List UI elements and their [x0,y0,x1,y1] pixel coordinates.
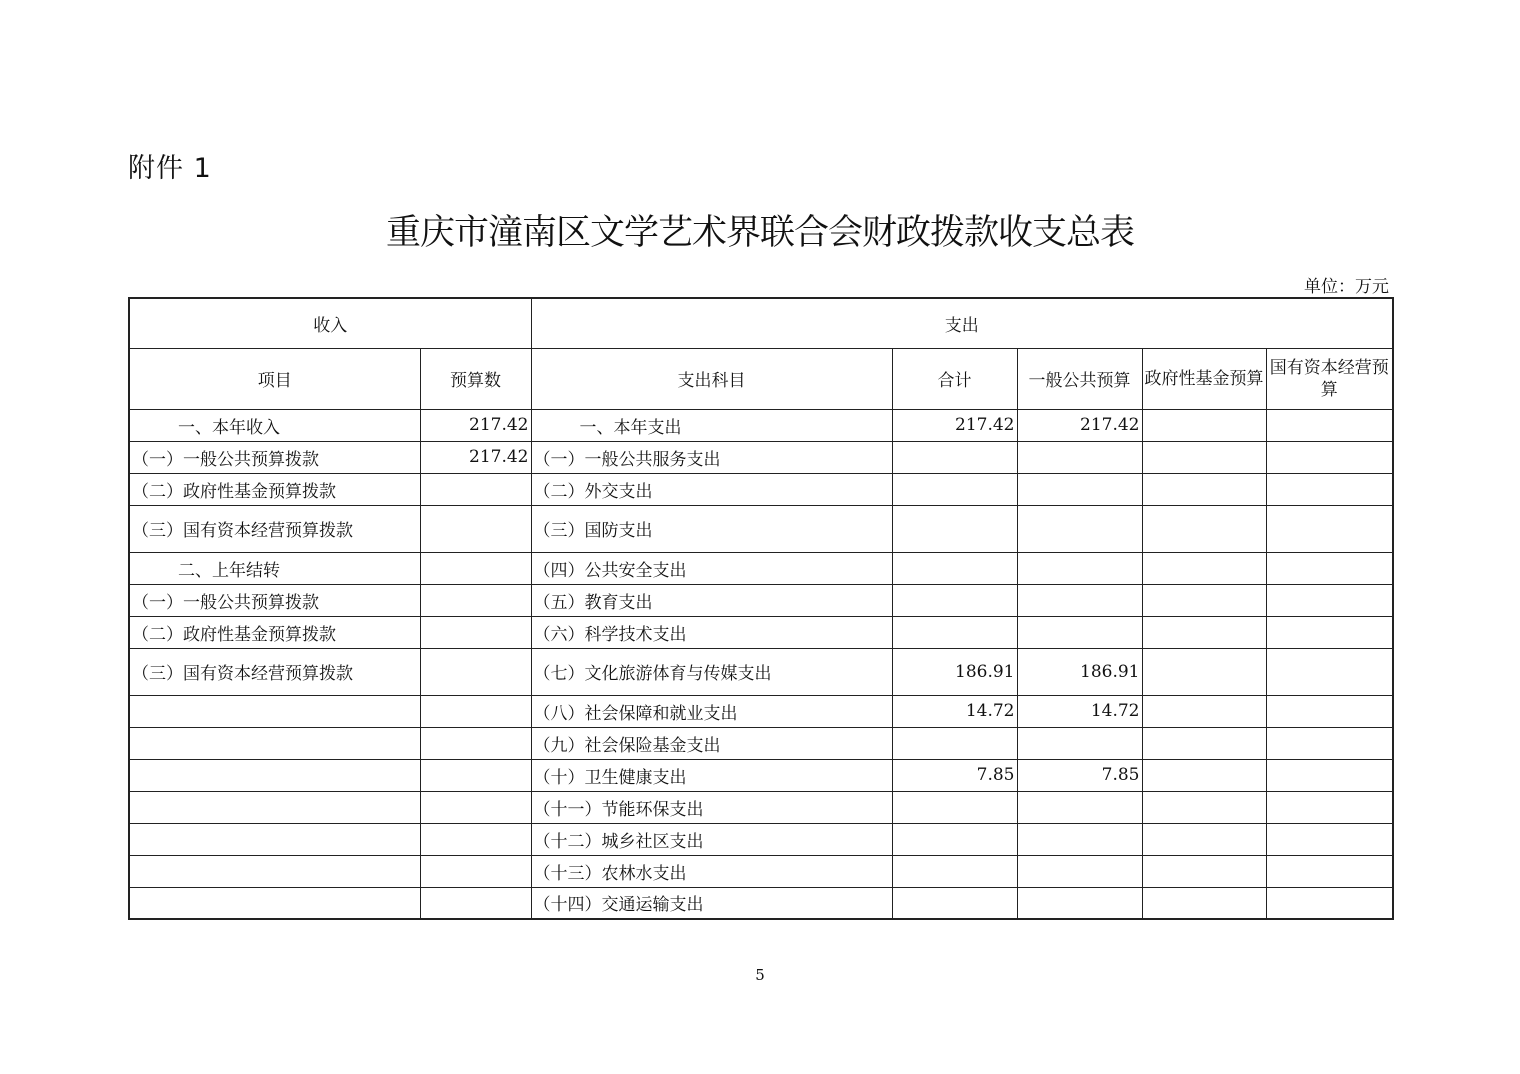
income-item-cell: 二、上年结转 [129,552,420,584]
unit-label: 单位：万元 [1304,277,1389,297]
expense-general-cell [1017,505,1142,552]
expense-gov-fund-cell [1142,791,1266,823]
budget-header: 预算数 [420,348,531,409]
expense-gov-fund-cell [1142,505,1266,552]
income-item-cell [129,727,420,759]
expense-gov-fund-cell [1142,855,1266,887]
expense-general-cell [1017,584,1142,616]
expense-gov-fund-cell [1142,409,1266,441]
expense-state-capital-cell [1266,616,1393,648]
expense-subject-cell: （十三）农林水支出 [531,855,892,887]
income-budget-cell [420,823,531,855]
expense-gov-fund-cell [1142,584,1266,616]
income-budget-cell [420,727,531,759]
table-row [129,791,1393,823]
expense-general-cell: 186.91 [1017,648,1142,695]
expense-general-cell: 14.72 [1017,695,1142,727]
expense-general-cell [1017,855,1142,887]
income-budget-cell [420,473,531,505]
general-budget-header: 一般公共预算 [1017,348,1142,409]
expense-gov-fund-cell [1142,695,1266,727]
expense-subject-cell: （十四）交通运输支出 [531,887,892,919]
expense-total-cell [892,473,1017,505]
expense-gov-fund-cell [1142,552,1266,584]
budget-table [128,297,1394,920]
income-item-cell: （一）一般公共预算拨款 [129,584,420,616]
expense-state-capital-cell [1266,473,1393,505]
expense-general-cell [1017,473,1142,505]
income-budget-cell [420,791,531,823]
expense-total-cell [892,887,1017,919]
expense-subject-cell: （四）公共安全支出 [531,552,892,584]
income-budget-cell [420,648,531,695]
expense-subject-cell: （十一）节能环保支出 [531,791,892,823]
expense-total-cell [892,441,1017,473]
expense-state-capital-cell [1266,552,1393,584]
table-row [129,409,1393,441]
document-title: 重庆市潼南区文学艺术界联合会财政拨款收支总表 [385,213,1134,253]
income-item-cell [129,855,420,887]
expense-total-cell: 217.42 [892,409,1017,441]
page-number: 5 [755,966,765,984]
income-budget-cell [420,552,531,584]
expense-subject-cell: （七）文化旅游体育与传媒支出 [531,648,892,695]
expense-total-cell: 14.72 [892,695,1017,727]
item-header: 项目 [129,348,420,409]
expense-gov-fund-cell [1142,616,1266,648]
expense-gov-fund-cell [1142,441,1266,473]
income-budget-cell [420,759,531,791]
income-item-cell [129,759,420,791]
expense-state-capital-cell [1266,695,1393,727]
expense-general-cell: 7.85 [1017,759,1142,791]
expense-state-capital-cell [1266,441,1393,473]
table-row [129,823,1393,855]
expense-state-capital-cell [1266,887,1393,919]
header-row-group [129,298,1393,348]
table-row [129,552,1393,584]
expense-general-cell [1017,887,1142,919]
income-item-cell: 一、本年收入 [129,409,420,441]
income-budget-cell [420,584,531,616]
expense-gov-fund-cell [1142,823,1266,855]
expense-subject-cell: （十）卫生健康支出 [531,759,892,791]
expense-subject-header: 支出科目 [531,348,892,409]
table-row [129,855,1393,887]
expense-state-capital-cell [1266,727,1393,759]
expense-subject-cell: （五）教育支出 [531,584,892,616]
expense-gov-fund-cell [1142,648,1266,695]
expense-subject-cell: （十二）城乡社区支出 [531,823,892,855]
income-budget-cell: 217.42 [420,441,531,473]
total-header: 合计 [892,348,1017,409]
expense-gov-fund-cell [1142,759,1266,791]
state-capital-budget-header: 国有资本经营预算 [1266,348,1393,409]
expense-total-cell [892,823,1017,855]
expense-general-cell [1017,791,1142,823]
income-item-cell [129,887,420,919]
income-item-cell: （二）政府性基金预算拨款 [129,473,420,505]
expense-total-cell: 7.85 [892,759,1017,791]
expense-general-cell: 217.42 [1017,409,1142,441]
expense-state-capital-cell [1266,648,1393,695]
expense-subject-cell: （六）科学技术支出 [531,616,892,648]
expense-subject-cell: 一、本年支出 [531,409,892,441]
expense-total-cell [892,791,1017,823]
expense-gov-fund-cell [1142,727,1266,759]
expense-header: 支出 [531,298,1393,348]
expense-state-capital-cell [1266,823,1393,855]
table-row [129,616,1393,648]
table-row [129,584,1393,616]
expense-state-capital-cell [1266,409,1393,441]
income-header: 收入 [129,298,531,348]
income-item-cell [129,823,420,855]
income-item-cell: （三）国有资本经营预算拨款 [129,505,420,552]
expense-general-cell [1017,552,1142,584]
expense-general-cell [1017,727,1142,759]
expense-total-cell [892,855,1017,887]
expense-total-cell [892,727,1017,759]
income-budget-cell [420,505,531,552]
table-row [129,505,1393,552]
table-row [129,759,1393,791]
expense-general-cell [1017,441,1142,473]
income-budget-cell [420,616,531,648]
expense-subject-cell: （九）社会保险基金支出 [531,727,892,759]
expense-gov-fund-cell [1142,473,1266,505]
income-item-cell: （二）政府性基金预算拨款 [129,616,420,648]
expense-subject-cell: （二）外交支出 [531,473,892,505]
attachment-label: 附件 1 [128,153,212,184]
table-row [129,473,1393,505]
income-item-cell: （三）国有资本经营预算拨款 [129,648,420,695]
expense-total-cell [892,616,1017,648]
expense-state-capital-cell [1266,855,1393,887]
expense-total-cell: 186.91 [892,648,1017,695]
expense-state-capital-cell [1266,505,1393,552]
expense-state-capital-cell [1266,791,1393,823]
table-row [129,695,1393,727]
table-row [129,887,1393,919]
table-row [129,727,1393,759]
table-row [129,441,1393,473]
expense-general-cell [1017,823,1142,855]
expense-state-capital-cell [1266,759,1393,791]
income-item-cell: （一）一般公共预算拨款 [129,441,420,473]
expense-state-capital-cell [1266,584,1393,616]
header-row-columns [129,348,1393,409]
income-budget-cell [420,695,531,727]
expense-total-cell [892,505,1017,552]
table-row [129,648,1393,695]
income-budget-cell [420,855,531,887]
expense-total-cell [892,584,1017,616]
expense-subject-cell: （三）国防支出 [531,505,892,552]
income-budget-cell: 217.42 [420,409,531,441]
income-item-cell [129,695,420,727]
expense-general-cell [1017,616,1142,648]
expense-total-cell [892,552,1017,584]
expense-subject-cell: （八）社会保障和就业支出 [531,695,892,727]
income-item-cell [129,791,420,823]
gov-fund-budget-header: 政府性基金预算 [1142,348,1266,409]
expense-subject-cell: （一）一般公共服务支出 [531,441,892,473]
expense-gov-fund-cell [1142,887,1266,919]
income-budget-cell [420,887,531,919]
